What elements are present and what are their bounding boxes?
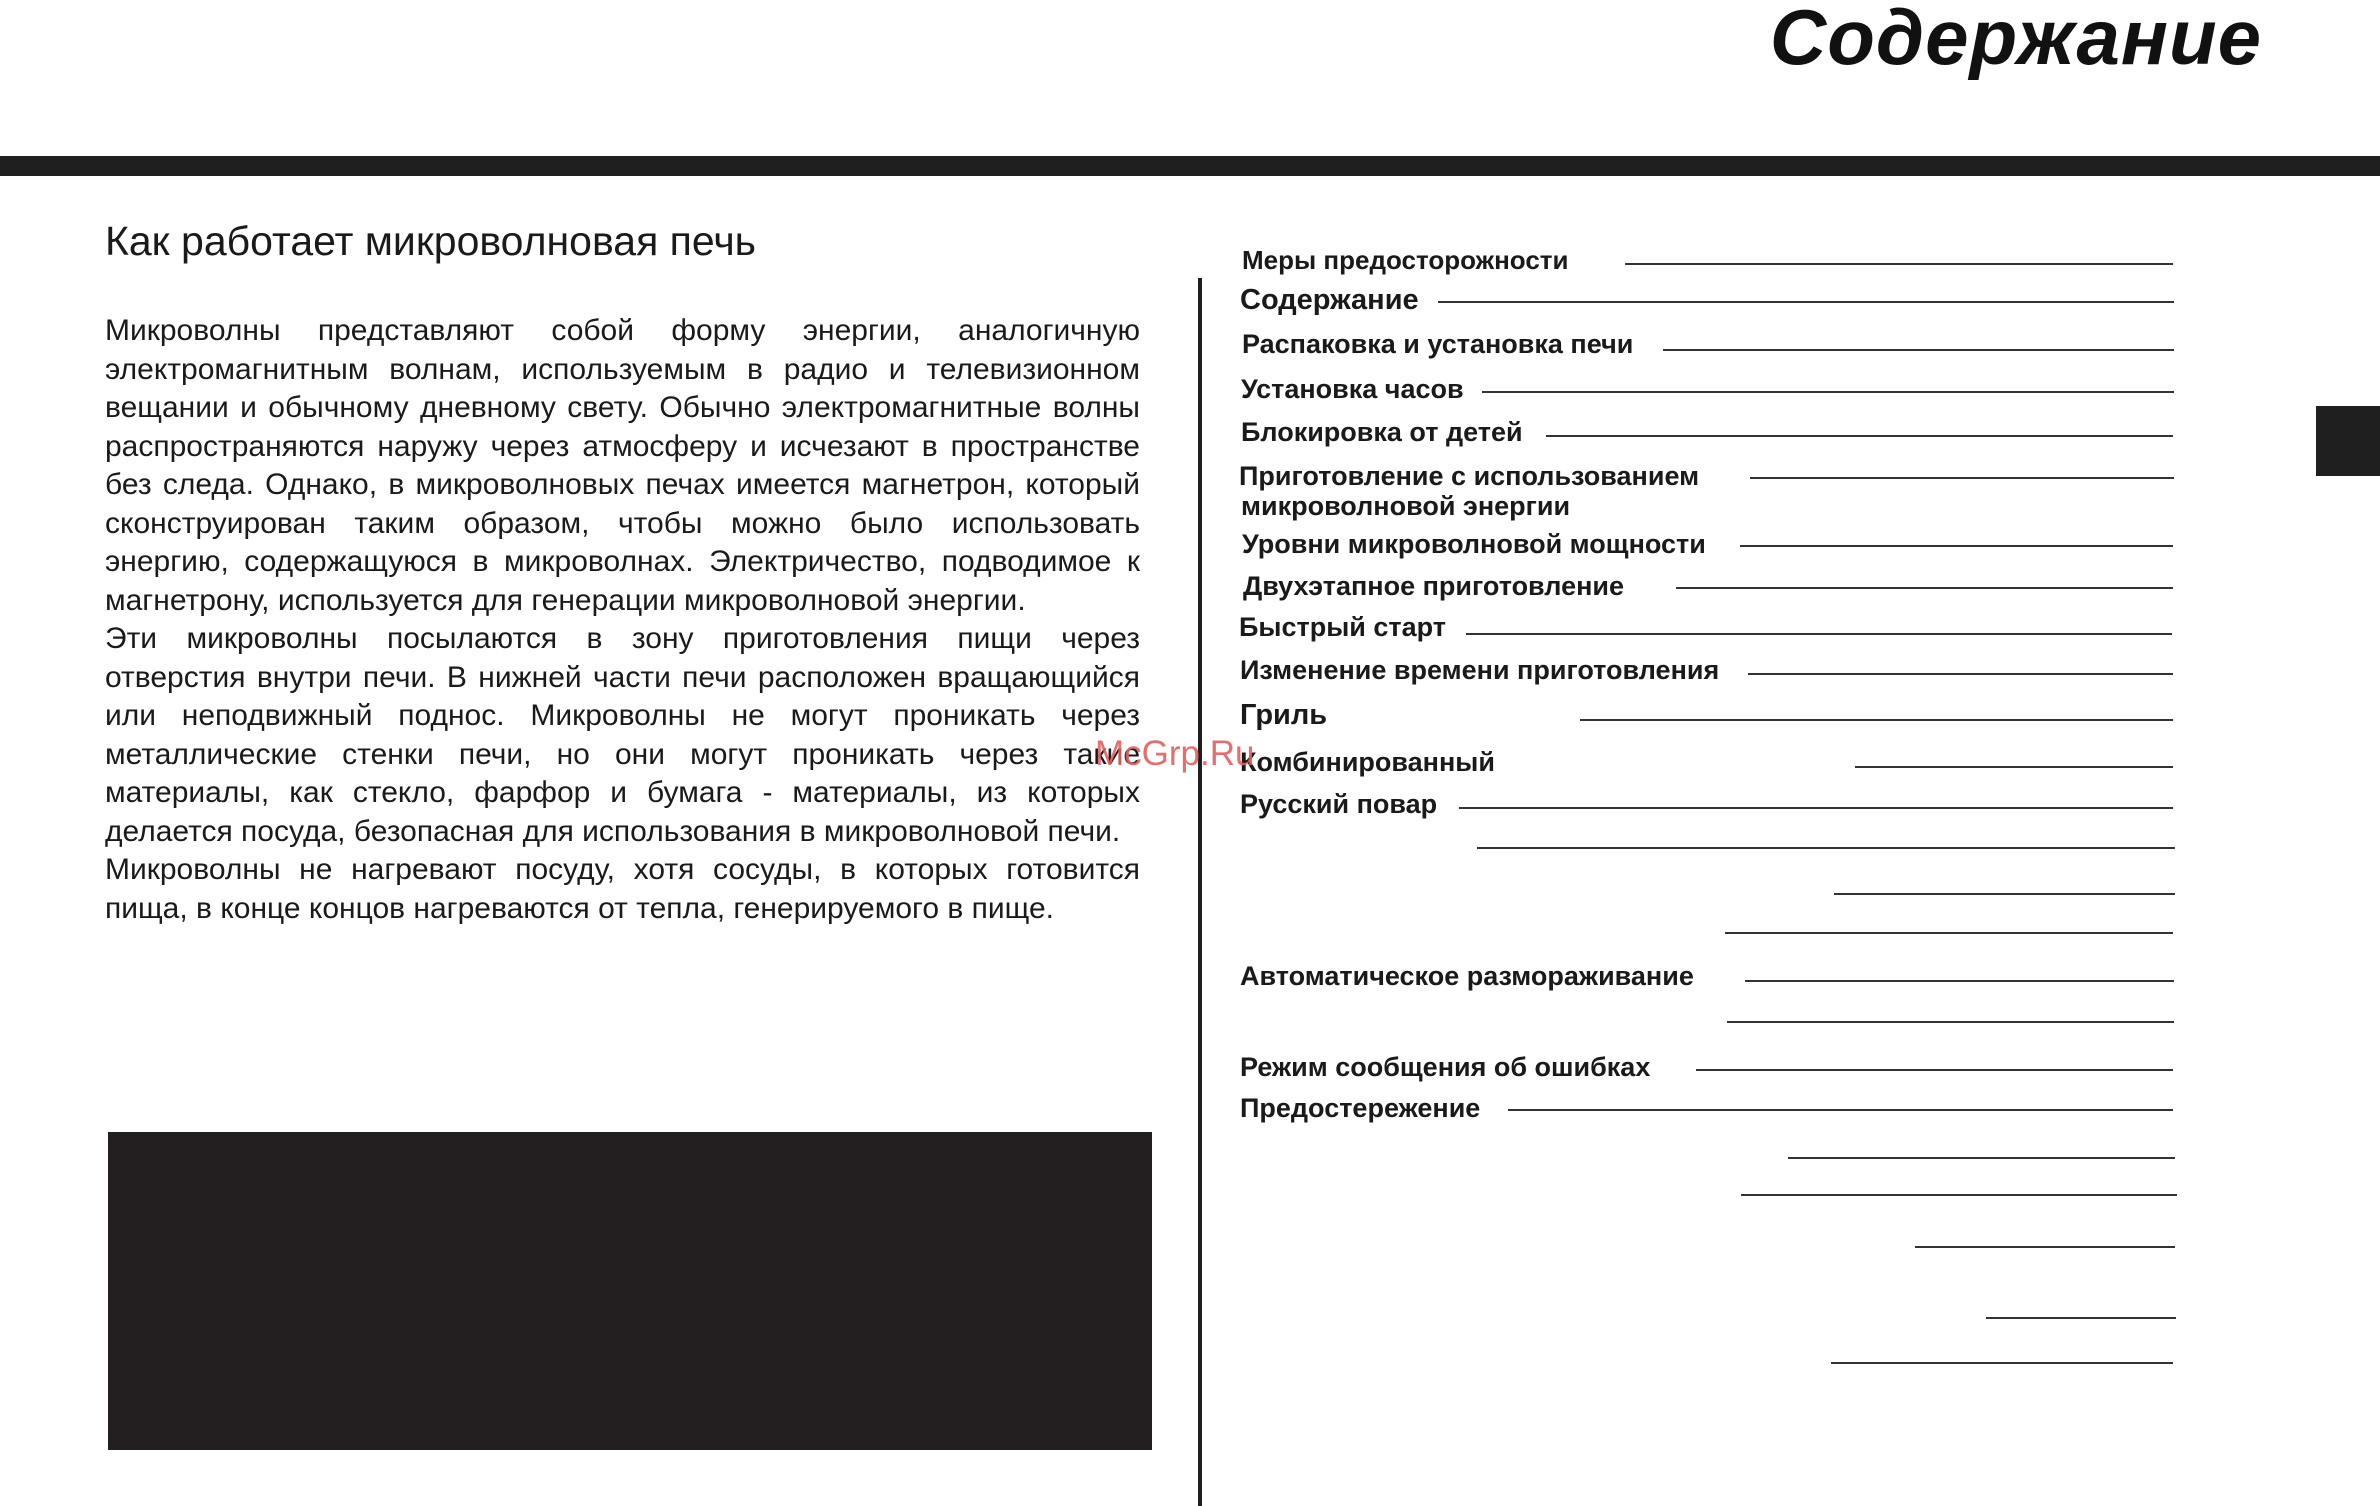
toc-item-quick-start[interactable]: Быстрый старт xyxy=(1239,612,1446,642)
toc-item-clock-setup[interactable]: Установка часов xyxy=(1241,374,1464,404)
watermark: McGrp.Ru xyxy=(1095,734,1255,773)
toc-leader-line xyxy=(1477,847,2175,849)
toc-leader-line xyxy=(1580,719,2173,721)
body-paragraph: Микроволны представляют собой форму энергии, аналогичную электромагнитным волнам, используемым в радио и телевизионном вещании и обычному дневному свету. Обычно электромагнитные волны распространяются наружу через атмосферу и исчезают в пространстве без следа. Однако, в микроволновых печах имеется магнетрон, который сконструирован таким образом, чтобы можно было использовать энергию, содержащуюся в микроволнах. Электричество, подводимое к магнетрону, используется для генерации микроволновой энергии. xyxy=(105,314,1140,617)
toc-item-change-time[interactable]: Изменение времени приготовления xyxy=(1240,655,1720,685)
page-title: Содержание xyxy=(1769,0,2262,81)
body-paragraph: Эти микроволны посылаются в зону приготовления пищи через отверстия внутри печи. В нижней части печи расположен вращающийся или неподвижный поднос. Микроволны не могут проникать через металлические стенки печи, но они могут проникать через такие материалы, как стекло, фарфор и бумага - материалы, из которых делается посуда, безопасная для использования в микроволновой печи. xyxy=(105,622,1140,848)
toc-leader-line xyxy=(1625,263,2173,265)
toc-leader-line xyxy=(1696,1069,2173,1071)
toc-item-two-stage[interactable]: Двухэтапное приготовление xyxy=(1243,571,1625,601)
toc-item-russian-chef[interactable]: Русский повар xyxy=(1240,789,1438,819)
toc-item-precautions[interactable]: Меры предосторожности xyxy=(1242,245,1569,275)
toc-item-microwave-cooking[interactable]: Приготовление с использованием xyxy=(1239,461,1700,491)
toc-leader-line xyxy=(1663,349,2174,351)
section-tab-marker xyxy=(2316,406,2380,476)
toc-leader-line xyxy=(1831,1362,2173,1364)
toc-leader-line xyxy=(1740,545,2173,547)
toc-leader-line xyxy=(1745,980,2174,982)
toc-item-warning[interactable]: Предостережение xyxy=(1240,1093,1481,1123)
toc-item-child-lock[interactable]: Блокировка от детей xyxy=(1241,417,1523,447)
toc-leader-line xyxy=(1855,766,2173,768)
toc-leader-line xyxy=(1725,932,2173,934)
toc-leader-line xyxy=(1482,391,2174,393)
toc-leader-line xyxy=(1438,301,2174,303)
column-divider xyxy=(1198,278,1202,1506)
toc-leader-line xyxy=(1466,633,2172,635)
image-placeholder-block xyxy=(108,1132,1152,1450)
toc-leader-line xyxy=(1508,1109,2173,1111)
toc-item-grill[interactable]: Гриль xyxy=(1240,699,1328,731)
toc-item-combined[interactable]: Комбинированный xyxy=(1240,747,1495,777)
toc-item-unpacking[interactable]: Распаковка и установка печи xyxy=(1242,329,1634,359)
toc-item-error-mode[interactable]: Режим сообщения об ошибках xyxy=(1240,1052,1651,1082)
header-rule xyxy=(0,156,2380,176)
toc-item-power-levels[interactable]: Уровни микроволновой мощности xyxy=(1242,529,1706,559)
body-paragraph: Микроволны не нагревают посуду, хотя сосуды, в которых готовится пища, в конце концов нагреваются от тепла, генерируемого в пище. xyxy=(105,853,1140,925)
toc-leader-line xyxy=(1915,1246,2175,1248)
toc-item-auto-defrost[interactable]: Автоматическое размораживание xyxy=(1240,961,1694,991)
body-text xyxy=(105,312,1140,928)
toc-leader-line xyxy=(1459,807,2173,809)
toc-leader-line xyxy=(1676,587,2173,589)
toc-leader-line xyxy=(1748,673,2173,675)
toc-leader-line xyxy=(1986,1317,2176,1319)
toc-leader-line xyxy=(1741,1194,2177,1196)
toc-leader-line xyxy=(1788,1157,2175,1159)
toc-leader-line xyxy=(1727,1021,2174,1023)
toc-leader-line xyxy=(1834,893,2175,895)
toc-item-microwave-cooking-cont: микроволновой энергии xyxy=(1241,491,1571,521)
toc-leader-line xyxy=(1750,477,2174,479)
section-heading: Как работает микроволновая печь xyxy=(105,218,757,264)
toc-leader-line xyxy=(1546,435,2173,437)
toc-item-contents[interactable]: Содержание xyxy=(1240,284,1419,316)
